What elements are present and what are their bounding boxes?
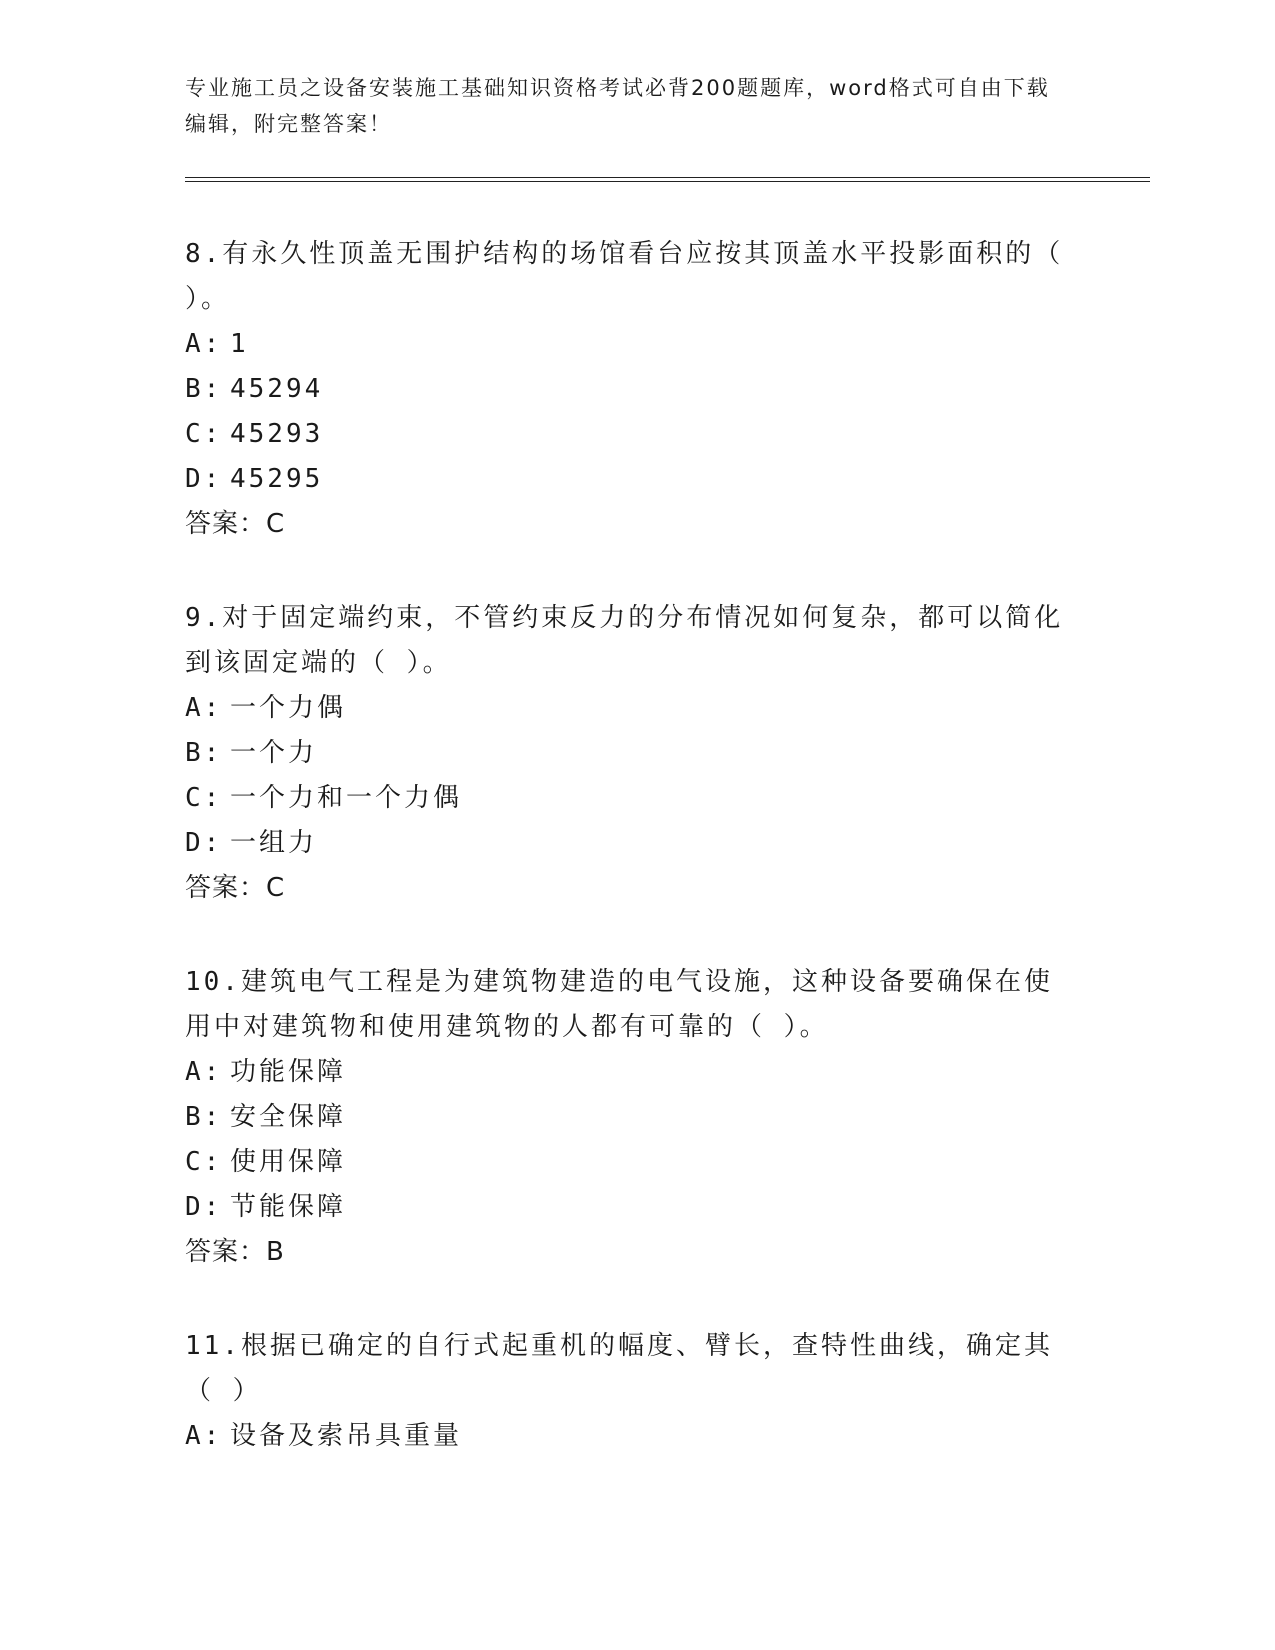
option-key: D: <box>185 464 223 494</box>
option-value: 安全保障 <box>230 1102 347 1132</box>
option-a <box>185 686 1065 731</box>
option-value: 一个力和一个力偶 <box>230 783 463 813</box>
option-d <box>185 457 1065 502</box>
option-value: 45294 <box>230 374 324 404</box>
option-key: B: <box>185 1102 223 1132</box>
question-text: 11.根据已确定的自行式起重机的幅度、臂长，查特性曲线，确定其（ ） <box>185 1331 1053 1406</box>
answer-line: 答案：C <box>185 509 286 539</box>
option-value: 功能保障 <box>230 1057 347 1087</box>
question-text: 8.有永久性顶盖无围护结构的场馆看台应按其顶盖水平投影面积的（ ）。 <box>185 239 1064 314</box>
option-value: 节能保障 <box>230 1192 347 1222</box>
option-key: C: <box>185 419 223 449</box>
question-8 <box>185 232 1065 547</box>
option-value: 45295 <box>230 464 324 494</box>
question-11 <box>185 1324 1065 1459</box>
option-key: A: <box>185 1057 223 1087</box>
header-divider-bottom <box>185 181 1150 182</box>
option-key: A: <box>185 693 223 723</box>
option-d <box>185 821 1065 866</box>
question-text: 9.对于固定端约束，不管约束反力的分布情况如何复杂，都可以简化到该固定端的（ ）。 <box>185 603 1064 678</box>
option-c <box>185 776 1065 821</box>
option-d <box>185 1185 1065 1230</box>
option-value: 设备及索吊具重量 <box>230 1421 463 1451</box>
option-value: 1 <box>230 329 249 359</box>
option-a <box>185 1414 1065 1459</box>
option-key: C: <box>185 1147 223 1177</box>
answer-line: 答案：B <box>185 1237 285 1267</box>
option-key: C: <box>185 783 223 813</box>
header-divider-top <box>185 177 1150 178</box>
option-key: B: <box>185 374 223 404</box>
option-key: D: <box>185 828 223 858</box>
option-key: D: <box>185 1192 223 1222</box>
option-value: 一个力 <box>230 738 318 768</box>
option-value: 45293 <box>230 419 324 449</box>
option-a <box>185 322 1065 367</box>
question-text: 10.建筑电气工程是为建筑物建造的电气设施，这种设备要确保在使用中对建筑物和使用建筑物的人都有可靠的（ ）。 <box>185 967 1053 1042</box>
option-c <box>185 1140 1065 1185</box>
document-header: 专业施工员之设备安装施工基础知识资格考试必背200题题库，word格式可自由下载编辑，附完整答案！ <box>185 76 1050 136</box>
option-b <box>185 731 1065 776</box>
option-key: A: <box>185 1421 223 1451</box>
option-value: 使用保障 <box>230 1147 347 1177</box>
question-9 <box>185 596 1065 911</box>
option-value: 一个力偶 <box>230 693 347 723</box>
option-a <box>185 1050 1065 1095</box>
option-c <box>185 412 1065 457</box>
option-value: 一组力 <box>230 828 318 858</box>
option-key: B: <box>185 738 223 768</box>
option-b <box>185 1095 1065 1140</box>
answer-line: 答案：C <box>185 873 286 903</box>
question-10 <box>185 960 1065 1275</box>
option-key: A: <box>185 329 223 359</box>
option-b <box>185 367 1065 412</box>
